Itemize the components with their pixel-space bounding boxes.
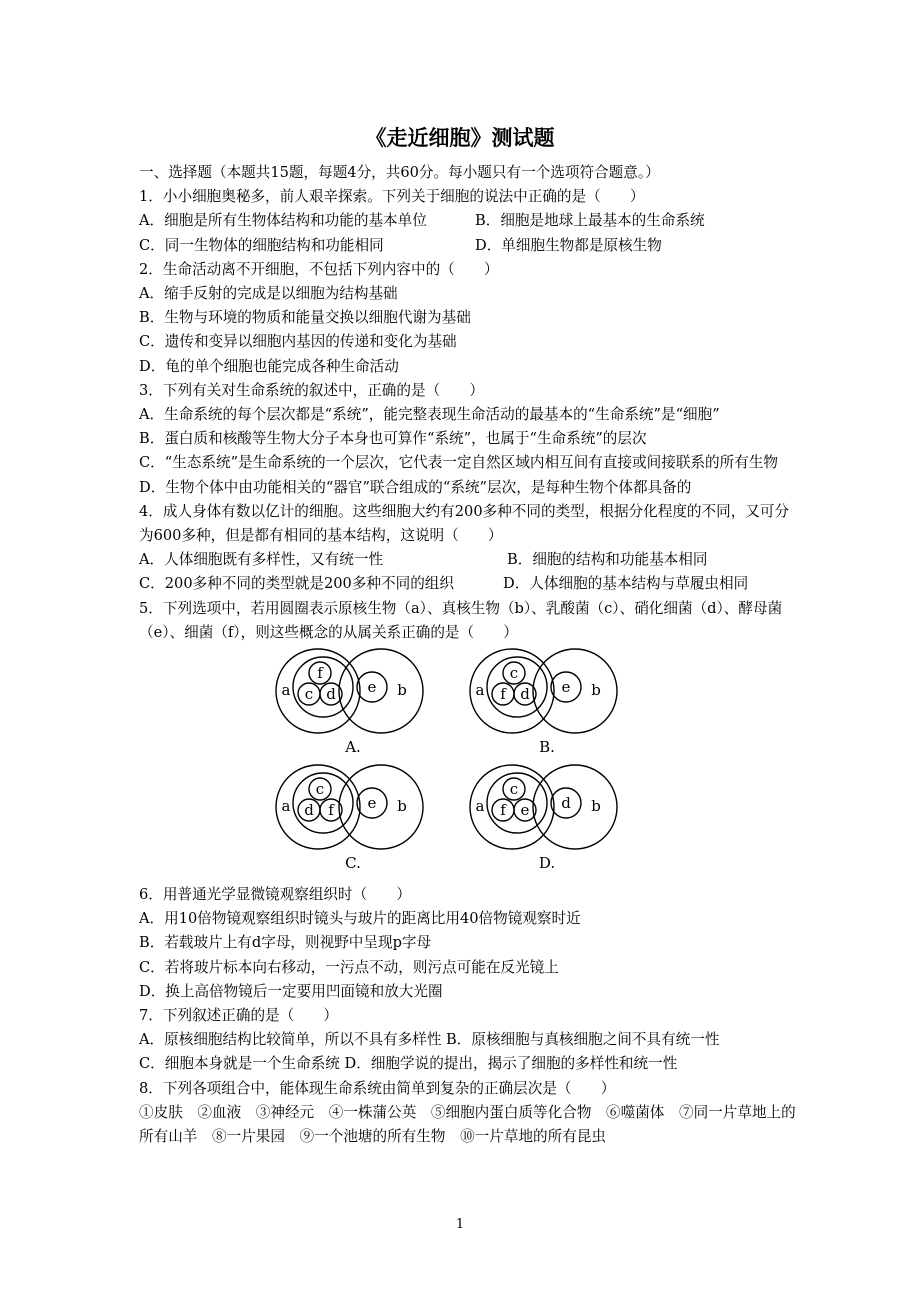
concept-label-b: b — [397, 681, 407, 700]
option-d: D．单细胞生物都是原核生物 — [475, 236, 662, 254]
concept-label-b: b — [591, 797, 601, 816]
question-stem: 4．成人身体有数以亿计的细胞。这些细胞大约有200多种不同的类型，根据分化程度的不同，又可分为600多种，但是都有相同的基本结构，这说明（ ） — [139, 502, 790, 545]
item-list: ①皮肤 ②血液 ③神经元 ④一株蒲公英 ⑤细胞内蛋白质等化合物 ⑥噬菌体 ⑦同一片草地上的所有山羊 ⑧一片果园 ⑨一个池塘的所有生物 ⑩一片草地的所有昆虫 — [139, 1103, 796, 1146]
outer-circle-right — [339, 649, 423, 733]
option-c: C．遗传和变异以细胞内基因的传递和变化为基础 — [139, 333, 457, 351]
option-a: A．人体细胞既有多样性，又有统一性 — [139, 551, 384, 569]
venn-figure-c — [273, 763, 473, 875]
option-d: D．生物个体中由功能相关的“器官”联合组成的“系统”层次，是每种生物个体都具备的 — [139, 478, 692, 496]
question-8 — [139, 1077, 799, 1150]
concept-label-d: d — [326, 685, 336, 704]
concept-label-b: b — [397, 797, 407, 816]
outer-circle-right — [533, 765, 617, 849]
question-4 — [139, 500, 799, 597]
question-stem: 7．下列叙述正确的是（ ） — [139, 1007, 339, 1025]
concept-label-d: d — [304, 801, 314, 820]
concept-label-c: c — [304, 685, 314, 704]
page-number: 1 — [455, 1217, 465, 1232]
concept-label-c: c — [509, 664, 519, 683]
venn-figures — [139, 647, 799, 883]
option-b: B．若载玻片上有d字母，则视野中呈现p字母 — [139, 934, 432, 952]
venn-diagram — [467, 647, 667, 759]
question-stem: 1．小小细胞奥秘多，前人艰辛探索。下列关于细胞的说法中正确的是（ ） — [139, 188, 645, 206]
option-b: B．蛋白质和核酸等生物大分子本身也可算作“系统”，也属于“生命系统”的层次 — [139, 430, 647, 448]
venn-figure-d — [467, 763, 667, 875]
question-6 — [139, 883, 799, 1004]
concept-label-f: f — [328, 801, 334, 820]
concept-label-e: e — [520, 801, 530, 820]
figure-option-label: C. — [345, 854, 361, 873]
figure-option-label: D. — [538, 854, 556, 873]
question-1 — [139, 185, 799, 258]
concept-label-b: b — [591, 681, 601, 700]
option-b: B．细胞的结构和功能基本相同 — [507, 551, 708, 569]
page-title: 《走近细胞》测试题 — [365, 126, 555, 150]
question-5 — [139, 597, 799, 883]
option-d: D．换上高倍物镜后一定要用凹面镜和放大光圈 — [139, 982, 443, 1000]
question-stem: 8．下列各项组合中，能体现生命系统由简单到复杂的正确层次是（ ） — [139, 1079, 616, 1097]
concept-label-f: f — [317, 664, 323, 683]
question-2 — [139, 258, 799, 379]
concept-label-d: d — [561, 794, 571, 813]
option-c: C．若将玻片标本向右移动，一污点不动，则污点可能在反光镜上 — [139, 958, 559, 976]
option-b: B．细胞是地球上最基本的生命系统 — [475, 212, 705, 230]
venn-diagram — [273, 647, 473, 759]
concept-label-c: c — [509, 780, 519, 799]
options-ab: A．原核细胞结构比较简单，所以不具有多样性 B．原核细胞与真核细胞之间不具有统一性 — [139, 1031, 720, 1049]
question-stem: 3．下列有关对生命系统的叙述中，正确的是（ ） — [139, 381, 484, 399]
concept-label-e: e — [561, 678, 571, 697]
venn-diagram — [273, 763, 473, 875]
option-c: C．同一生物体的细胞结构和功能相同 — [139, 236, 384, 254]
option-a: A．缩手反射的完成是以细胞为结构基础 — [139, 285, 398, 303]
figure-option-label: B. — [539, 738, 555, 757]
question-stem: 5．下列选项中，若用圆圈表示原核生物（a）、真核生物（b）、乳酸菌（c）、硝化细菌（d）、酵母菌（e）、细菌（f），则这些概念的从属关系正确的是（ ） — [139, 599, 783, 641]
venn-diagram — [467, 763, 667, 875]
concept-label-c: c — [315, 780, 325, 799]
question-stem: 6．用普通光学显微镜观察组织时（ ） — [139, 886, 411, 904]
options-cd: C．细胞本身就是一个生命系统 D．细胞学说的提出，揭示了细胞的多样性和统一性 — [139, 1055, 678, 1073]
question-7 — [139, 1004, 799, 1077]
concept-label-a: a — [475, 797, 485, 816]
question-3 — [139, 379, 799, 500]
venn-figure-a — [273, 647, 473, 759]
section-heading: 一、选择题（本题共15题，每题4分，共60分。每小题只有一个选项符合题意。） — [139, 164, 660, 181]
option-d: D．龟的单个细胞也能完成各种生命活动 — [139, 357, 399, 375]
concept-label-a: a — [281, 681, 291, 700]
option-b: B．生物与环境的物质和能量交换以细胞代谢为基础 — [139, 309, 471, 327]
concept-label-a: a — [475, 681, 485, 700]
concept-label-e: e — [367, 678, 377, 697]
question-list — [139, 161, 799, 1149]
concept-label-f: f — [500, 801, 506, 820]
option-a: A．用10倍物镜观察组织时镜头与玻片的距离比用40倍物镜观察时近 — [139, 910, 581, 928]
option-d: D．人体细胞的基本结构与草履虫相同 — [503, 575, 749, 593]
question-stem: 2．生命活动离不开细胞，不包括下列内容中的（ ） — [139, 260, 499, 278]
option-a: A．细胞是所有生物体结构和功能的基本单位 — [139, 212, 427, 230]
figure-option-label: A. — [345, 738, 361, 757]
option-c: C．200多种不同的类型就是200多种不同的组织 — [139, 575, 454, 593]
concept-label-a: a — [281, 797, 291, 816]
concept-label-d: d — [520, 685, 530, 704]
option-c: C．“生态系统”是生命系统的一个层次，它代表一定自然区域内相互间有直接或间接联系的所有生物 — [139, 454, 779, 472]
concept-label-e: e — [367, 794, 377, 813]
concept-label-f: f — [500, 685, 506, 704]
outer-circle-right — [339, 765, 423, 849]
outer-circle-right — [533, 649, 617, 733]
venn-figure-b — [467, 647, 667, 759]
option-a: A．生命系统的每个层次都是“系统”，能完整表现生命活动的最基本的“生命系统”是“细胞” — [139, 406, 720, 424]
